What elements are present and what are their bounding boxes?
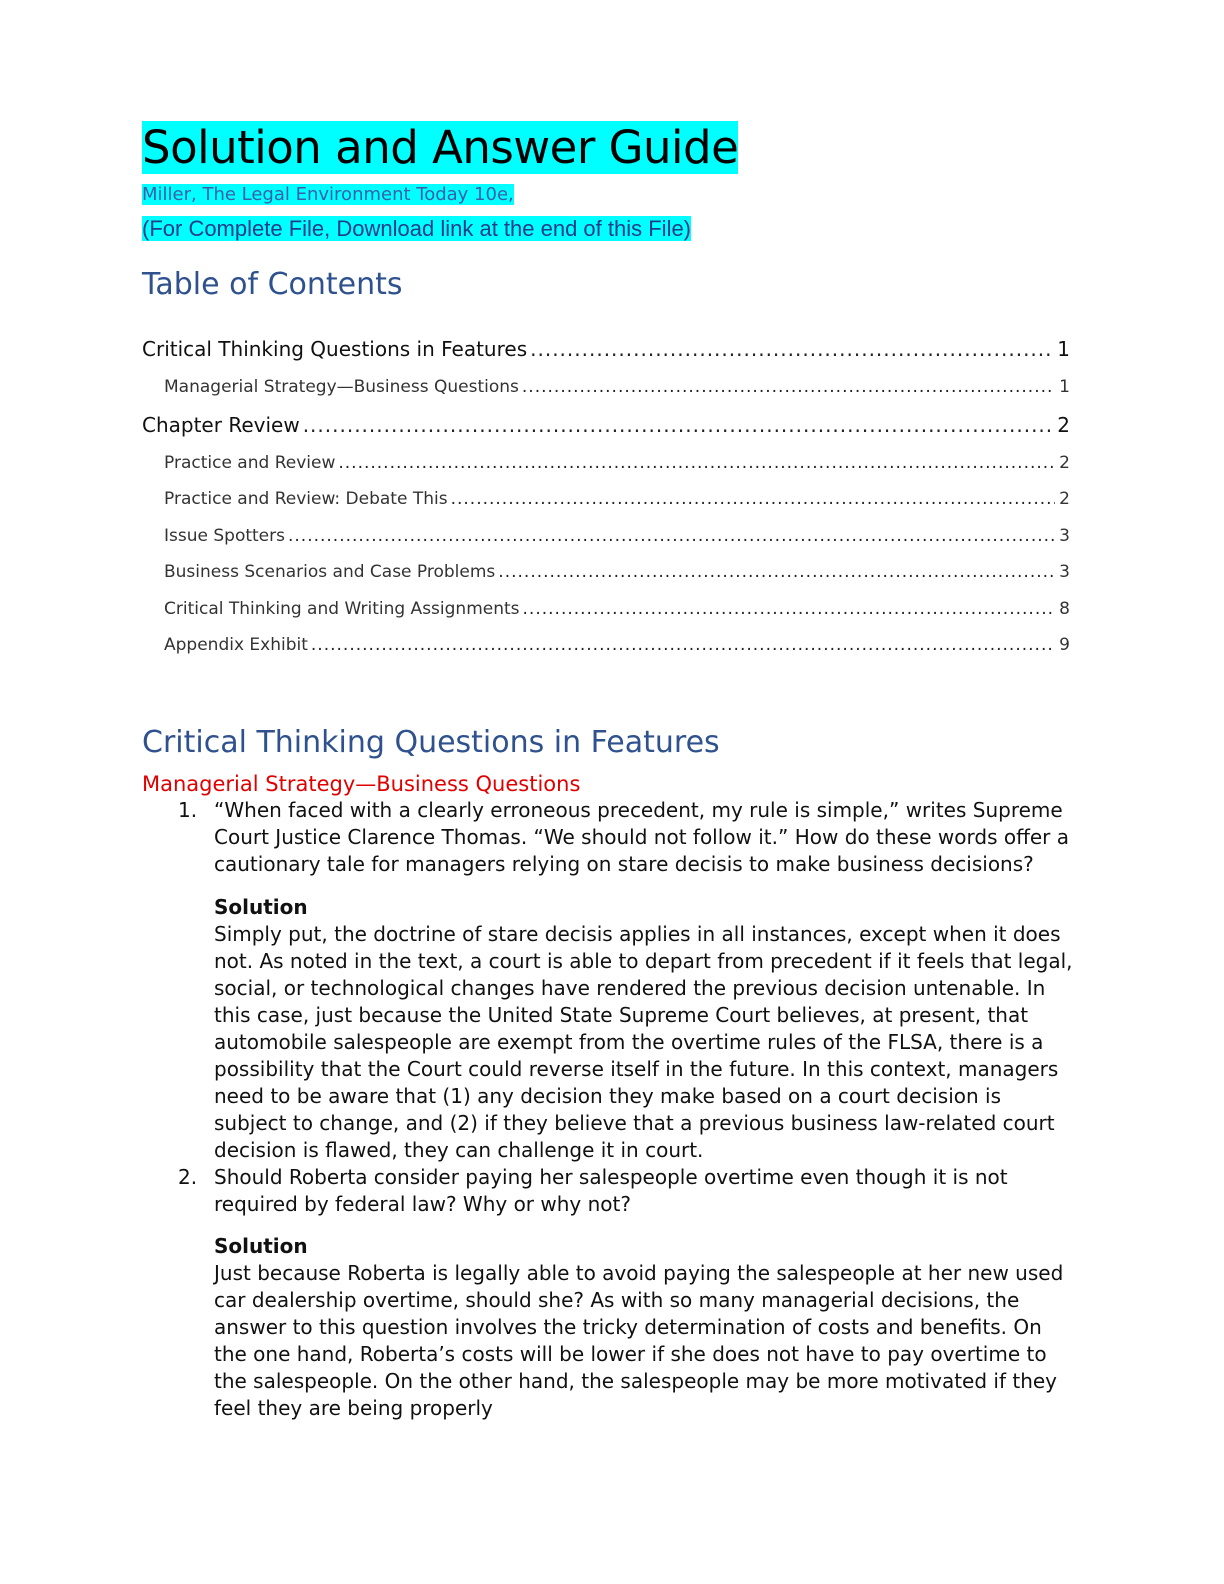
solution-label: Solution	[214, 895, 308, 919]
solution-label: Solution	[214, 1234, 308, 1258]
toc-entry-page: 1	[1059, 377, 1070, 397]
toc-leader	[451, 489, 1055, 509]
toc-entry[interactable]	[142, 489, 1070, 513]
toc-entry[interactable]	[142, 337, 1070, 365]
toc-entry-label: Business Scenarios and Case Problems	[164, 562, 496, 582]
document-subtitle: Miller, The Legal Environment Today 10e,	[142, 184, 514, 205]
toc-entry-page: 9	[1059, 635, 1070, 655]
toc-entry[interactable]	[142, 635, 1070, 659]
toc-entry-label: Practice and Review	[164, 453, 336, 473]
solution-text: Just because Roberta is legally able to avoid paying the salespeople at her new used car dealership overtime, should she? As with so many managerial decisions, the answer to this question involves the tricky determination of costs and benefits. On the one hand, Roberta’s costs will be lower if she does not have to pay overtime to the salespeople. On the other hand, the salespeople may be more motivated if they feel they are being properly	[214, 1261, 1064, 1420]
toc-entry-page: 8	[1059, 599, 1070, 619]
toc-leader	[288, 526, 1055, 546]
toc-leader	[498, 562, 1055, 582]
toc-entry-label: Chapter Review	[142, 413, 300, 437]
toc-entry-label: Critical Thinking Questions in Features	[142, 337, 528, 361]
toc-leader	[522, 377, 1055, 397]
toc-leader	[523, 599, 1055, 619]
download-note: (For Complete File, Download link at the end of this File)	[142, 216, 692, 241]
toc-entry[interactable]	[142, 413, 1070, 441]
toc-leader	[311, 635, 1055, 655]
toc-entry-page: 2	[1059, 453, 1070, 473]
toc-entry[interactable]	[142, 599, 1070, 623]
document-title: Solution and Answer Guide	[142, 121, 739, 174]
toc-entry-label: Practice and Review: Debate This	[164, 489, 448, 509]
question-number: 1.	[178, 798, 198, 822]
toc-entry[interactable]	[142, 453, 1070, 477]
toc-entry-label: Critical Thinking and Writing Assignments	[164, 599, 520, 619]
toc-entry[interactable]	[142, 377, 1070, 401]
toc-entry-page: 3	[1059, 526, 1070, 546]
toc-leader	[338, 453, 1055, 473]
question-text: “When faced with a clearly erroneous precedent, my rule is simple,” writes Supreme Court Justice Clarence Thomas. “We should not follow it.” How do these words offer a cautionary tale for managers relying on stare decisis to make business decisions?	[214, 798, 1069, 876]
toc-entry-label: Appendix Exhibit	[164, 635, 308, 655]
toc-entry-label: Managerial Strategy—Business Questions	[164, 377, 519, 397]
section-heading: Critical Thinking Questions in Features	[142, 725, 720, 760]
solution-text: Simply put, the doctrine of stare decisis applies in all instances, except when it does not. As noted in the text, a court is able to depart from precedent if it feels that legal, social, or technological changes have rendered the previous decision untenable. In this case, just because the United State Supreme Court believes, at present, that automobile salespeople are exempt from the overtime rules of the FLSA, there is a possibility that the Court could reverse itself in the future. In this context, managers need to be aware that (1) any decision they make based on a court decision is subject to change, and (2) if they believe that a previous business law-related court decision is flawed, they can challenge it in court.	[214, 922, 1073, 1162]
question-text: Should Roberta consider paying her salespeople overtime even though it is not required by federal law? Why or why not?	[214, 1165, 1008, 1216]
section-subheading: Managerial Strategy—Business Questions	[142, 772, 581, 796]
question-number: 2.	[178, 1165, 198, 1189]
toc-entry-page: 3	[1059, 562, 1070, 582]
toc-entry[interactable]	[142, 562, 1070, 586]
toc-entry-page: 2	[1059, 489, 1070, 509]
toc-leader	[530, 337, 1054, 361]
toc-heading: Table of Contents	[142, 267, 403, 302]
toc-entry-page: 2	[1057, 413, 1070, 437]
toc-entry-label: Issue Spotters	[164, 526, 285, 546]
toc-entry[interactable]	[142, 526, 1070, 550]
toc-entry-page: 1	[1057, 337, 1070, 361]
toc-leader	[303, 413, 1055, 437]
